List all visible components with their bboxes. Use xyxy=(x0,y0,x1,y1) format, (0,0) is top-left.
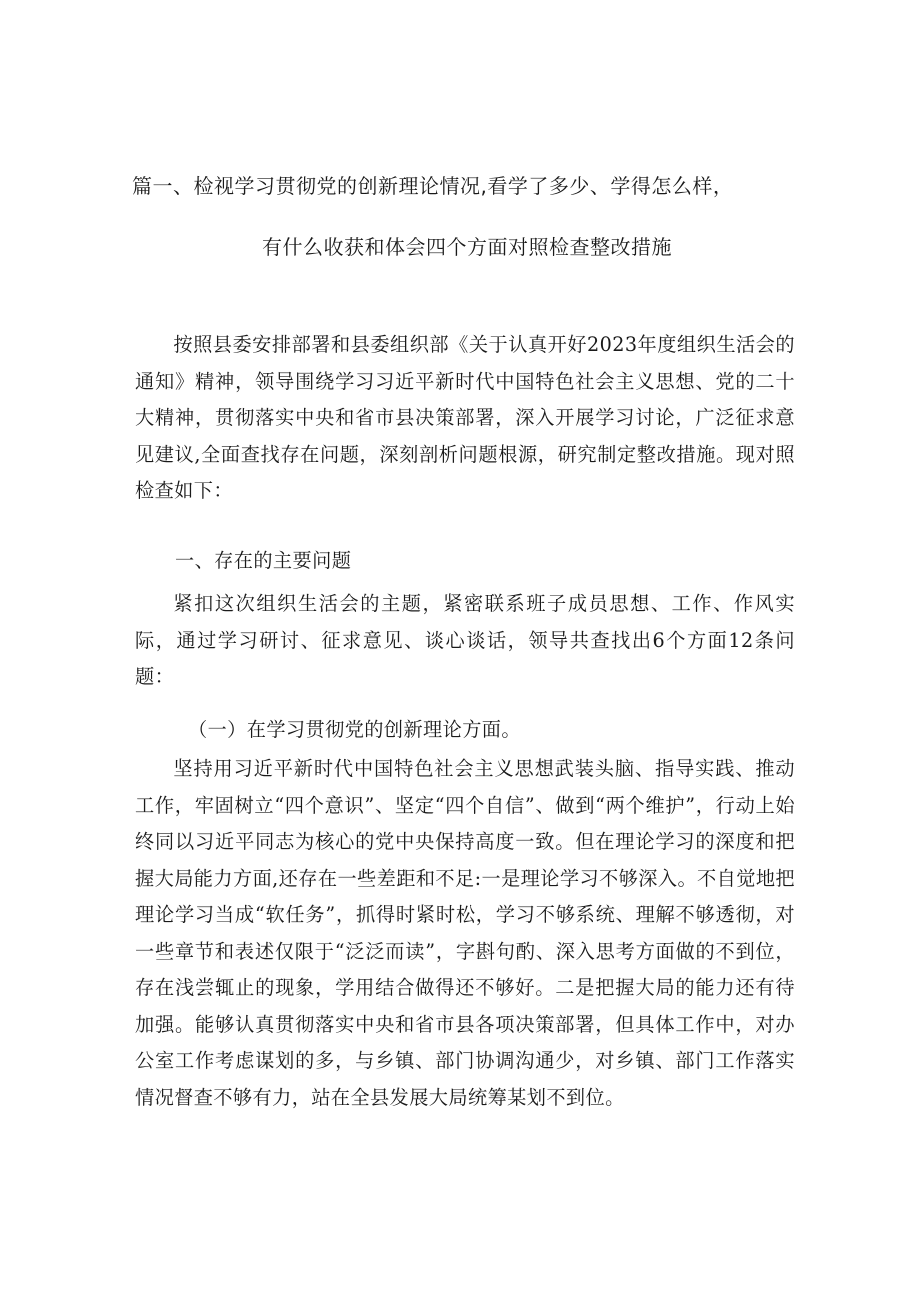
subsection-paragraph: 坚持用习近平新时代中国特色社会主义思想武装头脑、指导实践、推动工作，牢固树立“四个意识”、坚定“四个自信”、做到“两个维护”，行动上始终同以习近平同志为核心的党中央保持高度一致。但在理论学习的深度和把握大局能力方面,还存在一些差距和不足:一是理论学习不够深入。不自觉地把理论学习当成“软任务”，抓得时紧时松，学习不够系统、理解不够透彻，对一些章节和表述仅限于“泛泛而读”，字斟句酌、深入思考方面做的不到位，存在浅尝辄止的现象，学用结合做得还不够好。二是把握大局的能力还有待加强。能够认真贯彻落实中央和省市县各项决策部署，但具体工作中，对办公室工作考虑谋划的多，与乡镇、部门协调沟通少，对乡镇、部门工作落实情况督查不够有力，站在全县发展大局统筹某划不到位。 xyxy=(135,757,795,1109)
intro-paragraph: 按照县委安排部署和县委组织部《关于认真开好2023年度组织生活会的通知》精神，领导围绕学习习近平新时代中国特色社会主义思想、党的二十大精神，贯彻落实中央和省市县决策部署，深入开展学习讨论，广泛征求意见建议,全面查找存在问题，深刻剖析问题根源，研究制定整改措施。现对照检查如下： xyxy=(135,333,795,502)
document-title-line-1: 篇一、检视学习贯彻党的创新理论情况,看学了多少、学得怎么样， xyxy=(132,174,734,198)
section-heading: 一、存在的主要问题 xyxy=(175,549,352,572)
subsection-heading: （一）在学习贯彻党的创新理论方面。 xyxy=(188,718,521,741)
section-paragraph: 紧扣这次组织生活会的主题，紧密联系班子成员思想、工作、作风实际，通过学习研讨、征求意见、谈心谈话，领导共查找出6个方面12条问题： xyxy=(135,592,795,688)
document-title-line-2: 有什么收获和体会四个方面对照检查整改措施 xyxy=(262,235,672,259)
